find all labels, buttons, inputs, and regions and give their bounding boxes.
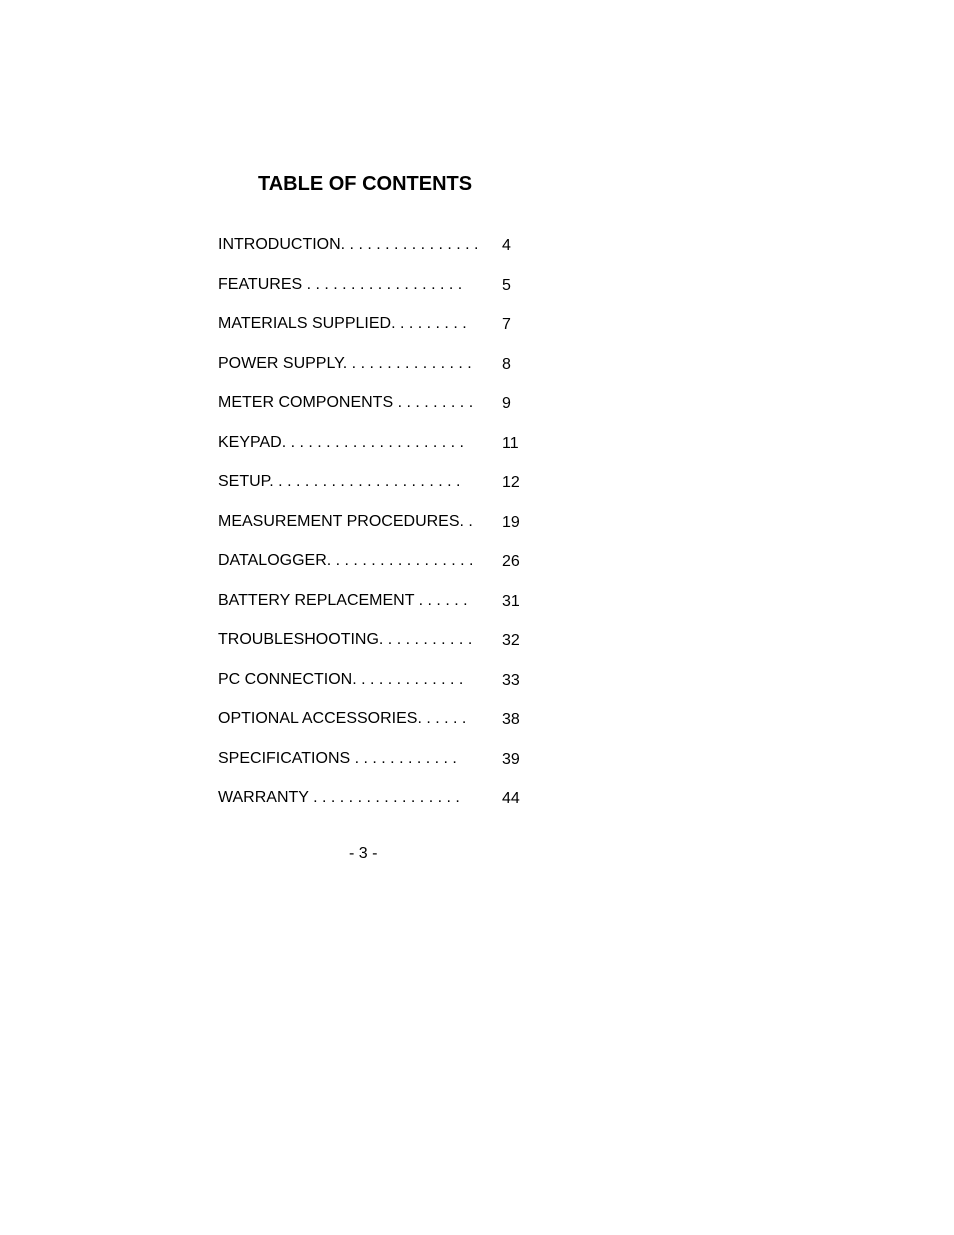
toc-entry (218, 313, 538, 353)
toc-entry (218, 708, 538, 748)
toc-entry-label: BATTERY REPLACEMENT . . . . . . (218, 591, 468, 609)
toc-entry (218, 392, 538, 432)
toc-entry-label: MATERIALS SUPPLIED. . . . . . . . . (218, 315, 467, 332)
toc-entry (218, 274, 538, 314)
toc-entry-page: 31 (502, 592, 520, 610)
toc-entry-page: 39 (502, 750, 520, 768)
toc-entry-label: OPTIONAL ACCESSORIES. . . . . . (218, 710, 467, 727)
page-title: TABLE OF CONTENTS (258, 173, 473, 195)
toc-list (218, 234, 538, 827)
toc-entry-label: POWER SUPPLY. . . . . . . . . . . . . . . (218, 354, 472, 372)
toc-entry-label: INTRODUCTION. . . . . . . . . . . . . . . . (218, 236, 479, 253)
toc-entry-page: 12 (502, 474, 520, 491)
toc-entry-page: 26 (502, 553, 520, 570)
page-number: - 3 - (349, 845, 378, 862)
toc-entry (218, 234, 538, 274)
toc-entry (218, 550, 538, 590)
toc-entry-page: 9 (502, 395, 511, 412)
toc-entry (218, 471, 538, 511)
toc-entry-label: PC CONNECTION. . . . . . . . . . . . . (218, 670, 464, 688)
toc-entry-label: METER COMPONENTS . . . . . . . . . (218, 394, 474, 411)
toc-entry (218, 748, 538, 788)
toc-entry (218, 787, 538, 827)
toc-entry-page: 38 (502, 711, 520, 728)
toc-entry-label: SETUP. . . . . . . . . . . . . . . . . . . . . . (218, 473, 461, 490)
toc-entry-label: FEATURES . . . . . . . . . . . . . . . . . . (218, 275, 463, 293)
toc-entry-page: 33 (502, 671, 520, 689)
toc-entry (218, 511, 538, 551)
toc-entry (218, 629, 538, 669)
toc-entry-label: KEYPAD. . . . . . . . . . . . . . . . . . . . . (218, 433, 464, 451)
toc-entry (218, 669, 538, 709)
toc-entry-page: 8 (502, 355, 511, 373)
toc-entry-page: 44 (502, 790, 520, 807)
toc-entry-page: 5 (502, 276, 511, 294)
toc-entry-page: 19 (502, 513, 520, 531)
toc-entry-label: WARRANTY . . . . . . . . . . . . . . . . . (218, 789, 460, 806)
toc-entry-label: MEASUREMENT PROCEDURES. . (218, 512, 473, 530)
toc-entry-page: 4 (502, 237, 511, 254)
toc-entry-label: SPECIFICATIONS . . . . . . . . . . . . (218, 749, 457, 767)
toc-entry-label: TROUBLESHOOTING. . . . . . . . . . . (218, 631, 473, 648)
toc-entry (218, 432, 538, 472)
toc-entry (218, 353, 538, 393)
toc-entry-label: DATALOGGER. . . . . . . . . . . . . . . . . (218, 552, 474, 569)
toc-entry-page: 7 (502, 316, 511, 333)
toc-entry (218, 590, 538, 630)
toc-entry-page: 11 (502, 434, 519, 452)
toc-entry-page: 32 (502, 632, 520, 649)
